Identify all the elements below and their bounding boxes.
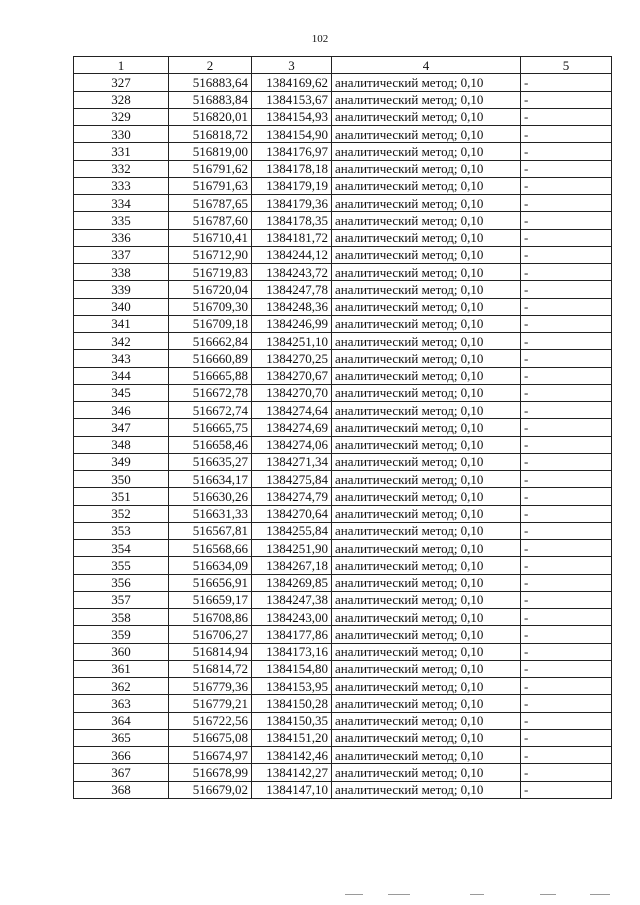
table-row bbox=[74, 350, 612, 367]
point-number-cell: 337 bbox=[74, 246, 169, 263]
method-accuracy-cell: аналитический метод; 0,10 bbox=[332, 91, 521, 108]
point-number-cell: 363 bbox=[74, 695, 169, 712]
y-coordinate-cell: 1384151,20 bbox=[252, 729, 332, 746]
x-coordinate-cell: 516814,94 bbox=[169, 643, 252, 660]
point-number-cell: 355 bbox=[74, 557, 169, 574]
table-row bbox=[74, 281, 612, 298]
x-coordinate-cell: 516660,89 bbox=[169, 350, 252, 367]
y-coordinate-cell: 1384251,10 bbox=[252, 333, 332, 350]
y-coordinate-cell: 1384270,64 bbox=[252, 505, 332, 522]
point-number-cell: 335 bbox=[74, 212, 169, 229]
point-number-cell: 336 bbox=[74, 229, 169, 246]
note-cell: - bbox=[521, 678, 612, 695]
point-number-cell: 347 bbox=[74, 419, 169, 436]
point-number-cell: 360 bbox=[74, 643, 169, 660]
method-accuracy-cell: аналитический метод; 0,10 bbox=[332, 281, 521, 298]
note-cell: - bbox=[521, 747, 612, 764]
table-row bbox=[74, 108, 612, 125]
table-row bbox=[74, 212, 612, 229]
point-number-cell: 348 bbox=[74, 436, 169, 453]
y-coordinate-cell: 1384270,70 bbox=[252, 384, 332, 401]
note-cell: - bbox=[521, 246, 612, 263]
method-accuracy-cell: аналитический метод; 0,10 bbox=[332, 764, 521, 781]
y-coordinate-cell: 1384181,72 bbox=[252, 229, 332, 246]
method-accuracy-cell: аналитический метод; 0,10 bbox=[332, 333, 521, 350]
method-accuracy-cell: аналитический метод; 0,10 bbox=[332, 626, 521, 643]
point-number-cell: 352 bbox=[74, 505, 169, 522]
note-cell: - bbox=[521, 781, 612, 798]
method-accuracy-cell: аналитический метод; 0,10 bbox=[332, 298, 521, 315]
note-cell: - bbox=[521, 505, 612, 522]
point-number-cell: 357 bbox=[74, 591, 169, 608]
y-coordinate-cell: 1384270,67 bbox=[252, 367, 332, 384]
point-number-cell: 327 bbox=[74, 74, 169, 91]
x-coordinate-cell: 516567,81 bbox=[169, 522, 252, 539]
point-number-cell: 353 bbox=[74, 522, 169, 539]
y-coordinate-cell: 1384269,85 bbox=[252, 574, 332, 591]
method-accuracy-cell: аналитический метод; 0,10 bbox=[332, 160, 521, 177]
table-row bbox=[74, 333, 612, 350]
method-accuracy-cell: аналитический метод; 0,10 bbox=[332, 384, 521, 401]
table-row bbox=[74, 315, 612, 332]
y-coordinate-cell: 1384274,79 bbox=[252, 488, 332, 505]
y-coordinate-cell: 1384173,16 bbox=[252, 643, 332, 660]
x-coordinate-cell: 516674,97 bbox=[169, 747, 252, 764]
y-coordinate-cell: 1384147,10 bbox=[252, 781, 332, 798]
y-coordinate-cell: 1384153,95 bbox=[252, 678, 332, 695]
note-cell: - bbox=[521, 333, 612, 350]
method-accuracy-cell: аналитический метод; 0,10 bbox=[332, 126, 521, 143]
table-row bbox=[74, 195, 612, 212]
x-coordinate-cell: 516710,41 bbox=[169, 229, 252, 246]
x-coordinate-cell: 516709,18 bbox=[169, 315, 252, 332]
note-cell: - bbox=[521, 229, 612, 246]
point-number-cell: 338 bbox=[74, 264, 169, 281]
x-coordinate-cell: 516630,26 bbox=[169, 488, 252, 505]
table-row bbox=[74, 126, 612, 143]
y-coordinate-cell: 1384142,27 bbox=[252, 764, 332, 781]
table-row bbox=[74, 522, 612, 539]
note-cell: - bbox=[521, 350, 612, 367]
method-accuracy-cell: аналитический метод; 0,10 bbox=[332, 453, 521, 470]
method-accuracy-cell: аналитический метод; 0,10 bbox=[332, 488, 521, 505]
table-row bbox=[74, 678, 612, 695]
method-accuracy-cell: аналитический метод; 0,10 bbox=[332, 781, 521, 798]
y-coordinate-cell: 1384178,35 bbox=[252, 212, 332, 229]
note-cell: - bbox=[521, 74, 612, 91]
table-row bbox=[74, 74, 612, 91]
table-row bbox=[74, 229, 612, 246]
point-number-cell: 333 bbox=[74, 177, 169, 194]
y-coordinate-cell: 1384247,38 bbox=[252, 591, 332, 608]
point-number-cell: 349 bbox=[74, 453, 169, 470]
coordinates-table bbox=[73, 56, 612, 799]
point-number-cell: 346 bbox=[74, 402, 169, 419]
method-accuracy-cell: аналитический метод; 0,10 bbox=[332, 74, 521, 91]
y-coordinate-cell: 1384244,12 bbox=[252, 246, 332, 263]
table-row bbox=[74, 643, 612, 660]
method-accuracy-cell: аналитический метод; 0,10 bbox=[332, 419, 521, 436]
method-accuracy-cell: аналитический метод; 0,10 bbox=[332, 402, 521, 419]
note-cell: - bbox=[521, 764, 612, 781]
table-row bbox=[74, 436, 612, 453]
note-cell: - bbox=[521, 712, 612, 729]
note-cell: - bbox=[521, 402, 612, 419]
y-coordinate-cell: 1384179,19 bbox=[252, 177, 332, 194]
point-number-cell: 330 bbox=[74, 126, 169, 143]
table-row bbox=[74, 488, 612, 505]
method-accuracy-cell: аналитический метод; 0,10 bbox=[332, 505, 521, 522]
point-number-cell: 342 bbox=[74, 333, 169, 350]
header-col-2: 2 bbox=[169, 57, 252, 74]
method-accuracy-cell: аналитический метод; 0,10 bbox=[332, 195, 521, 212]
table-row bbox=[74, 729, 612, 746]
x-coordinate-cell: 516787,65 bbox=[169, 195, 252, 212]
note-cell: - bbox=[521, 471, 612, 488]
note-cell: - bbox=[521, 453, 612, 470]
note-cell: - bbox=[521, 195, 612, 212]
scan-footer-marks bbox=[0, 891, 640, 899]
table-row bbox=[74, 143, 612, 160]
x-coordinate-cell: 516659,17 bbox=[169, 591, 252, 608]
y-coordinate-cell: 1384154,93 bbox=[252, 108, 332, 125]
note-cell: - bbox=[521, 126, 612, 143]
method-accuracy-cell: аналитический метод; 0,10 bbox=[332, 522, 521, 539]
scan-mark bbox=[345, 894, 363, 895]
point-number-cell: 362 bbox=[74, 678, 169, 695]
note-cell: - bbox=[521, 212, 612, 229]
y-coordinate-cell: 1384150,28 bbox=[252, 695, 332, 712]
note-cell: - bbox=[521, 367, 612, 384]
header-col-1: 1 bbox=[74, 57, 169, 74]
table-row bbox=[74, 264, 612, 281]
x-coordinate-cell: 516634,17 bbox=[169, 471, 252, 488]
header-col-3: 3 bbox=[252, 57, 332, 74]
x-coordinate-cell: 516678,99 bbox=[169, 764, 252, 781]
x-coordinate-cell: 516814,72 bbox=[169, 660, 252, 677]
x-coordinate-cell: 516883,84 bbox=[169, 91, 252, 108]
x-coordinate-cell: 516720,04 bbox=[169, 281, 252, 298]
page-number: 102 bbox=[311, 33, 329, 45]
note-cell: - bbox=[521, 436, 612, 453]
y-coordinate-cell: 1384150,35 bbox=[252, 712, 332, 729]
note-cell: - bbox=[521, 643, 612, 660]
y-coordinate-cell: 1384246,99 bbox=[252, 315, 332, 332]
point-number-cell: 359 bbox=[74, 626, 169, 643]
table-row bbox=[74, 764, 612, 781]
point-number-cell: 331 bbox=[74, 143, 169, 160]
point-number-cell: 329 bbox=[74, 108, 169, 125]
method-accuracy-cell: аналитический метод; 0,10 bbox=[332, 678, 521, 695]
y-coordinate-cell: 1384270,25 bbox=[252, 350, 332, 367]
point-number-cell: 361 bbox=[74, 660, 169, 677]
x-coordinate-cell: 516722,56 bbox=[169, 712, 252, 729]
method-accuracy-cell: аналитический метод; 0,10 bbox=[332, 591, 521, 608]
x-coordinate-cell: 516709,30 bbox=[169, 298, 252, 315]
scan-mark bbox=[470, 894, 484, 895]
note-cell: - bbox=[521, 177, 612, 194]
y-coordinate-cell: 1384275,84 bbox=[252, 471, 332, 488]
x-coordinate-cell: 516708,86 bbox=[169, 609, 252, 626]
table-body bbox=[74, 74, 612, 799]
header-col-5: 5 bbox=[521, 57, 612, 74]
y-coordinate-cell: 1384142,46 bbox=[252, 747, 332, 764]
method-accuracy-cell: аналитический метод; 0,10 bbox=[332, 143, 521, 160]
point-number-cell: 341 bbox=[74, 315, 169, 332]
method-accuracy-cell: аналитический метод; 0,10 bbox=[332, 540, 521, 557]
table-row bbox=[74, 574, 612, 591]
method-accuracy-cell: аналитический метод; 0,10 bbox=[332, 747, 521, 764]
method-accuracy-cell: аналитический метод; 0,10 bbox=[332, 609, 521, 626]
x-coordinate-cell: 516672,74 bbox=[169, 402, 252, 419]
x-coordinate-cell: 516819,00 bbox=[169, 143, 252, 160]
y-coordinate-cell: 1384153,67 bbox=[252, 91, 332, 108]
note-cell: - bbox=[521, 264, 612, 281]
y-coordinate-cell: 1384179,36 bbox=[252, 195, 332, 212]
y-coordinate-cell: 1384177,86 bbox=[252, 626, 332, 643]
table-row bbox=[74, 747, 612, 764]
note-cell: - bbox=[521, 281, 612, 298]
scan-mark bbox=[590, 894, 610, 895]
note-cell: - bbox=[521, 419, 612, 436]
y-coordinate-cell: 1384274,69 bbox=[252, 419, 332, 436]
point-number-cell: 358 bbox=[74, 609, 169, 626]
point-number-cell: 364 bbox=[74, 712, 169, 729]
note-cell: - bbox=[521, 108, 612, 125]
y-coordinate-cell: 1384251,90 bbox=[252, 540, 332, 557]
method-accuracy-cell: аналитический метод; 0,10 bbox=[332, 108, 521, 125]
table-row bbox=[74, 609, 612, 626]
note-cell: - bbox=[521, 522, 612, 539]
table-row bbox=[74, 402, 612, 419]
y-coordinate-cell: 1384274,06 bbox=[252, 436, 332, 453]
note-cell: - bbox=[521, 488, 612, 505]
scan-mark bbox=[388, 894, 410, 895]
table-row bbox=[74, 695, 612, 712]
x-coordinate-cell: 516791,63 bbox=[169, 177, 252, 194]
table-row bbox=[74, 160, 612, 177]
point-number-cell: 332 bbox=[74, 160, 169, 177]
y-coordinate-cell: 1384255,84 bbox=[252, 522, 332, 539]
note-cell: - bbox=[521, 384, 612, 401]
table-row bbox=[74, 471, 612, 488]
x-coordinate-cell: 516779,36 bbox=[169, 678, 252, 695]
table-row bbox=[74, 419, 612, 436]
note-cell: - bbox=[521, 729, 612, 746]
note-cell: - bbox=[521, 591, 612, 608]
method-accuracy-cell: аналитический метод; 0,10 bbox=[332, 557, 521, 574]
method-accuracy-cell: аналитический метод; 0,10 bbox=[332, 712, 521, 729]
scan-mark bbox=[540, 894, 556, 895]
y-coordinate-cell: 1384176,97 bbox=[252, 143, 332, 160]
method-accuracy-cell: аналитический метод; 0,10 bbox=[332, 264, 521, 281]
point-number-cell: 340 bbox=[74, 298, 169, 315]
x-coordinate-cell: 516658,46 bbox=[169, 436, 252, 453]
note-cell: - bbox=[521, 626, 612, 643]
x-coordinate-cell: 516672,78 bbox=[169, 384, 252, 401]
point-number-cell: 343 bbox=[74, 350, 169, 367]
point-number-cell: 328 bbox=[74, 91, 169, 108]
x-coordinate-cell: 516662,84 bbox=[169, 333, 252, 350]
table-row bbox=[74, 591, 612, 608]
point-number-cell: 356 bbox=[74, 574, 169, 591]
table-header-row bbox=[74, 57, 612, 74]
x-coordinate-cell: 516719,83 bbox=[169, 264, 252, 281]
method-accuracy-cell: аналитический метод; 0,10 bbox=[332, 367, 521, 384]
x-coordinate-cell: 516779,21 bbox=[169, 695, 252, 712]
table-row bbox=[74, 781, 612, 798]
table-row bbox=[74, 557, 612, 574]
method-accuracy-cell: аналитический метод; 0,10 bbox=[332, 643, 521, 660]
note-cell: - bbox=[521, 609, 612, 626]
y-coordinate-cell: 1384243,72 bbox=[252, 264, 332, 281]
x-coordinate-cell: 516665,75 bbox=[169, 419, 252, 436]
table-row bbox=[74, 453, 612, 470]
method-accuracy-cell: аналитический метод; 0,10 bbox=[332, 660, 521, 677]
point-number-cell: 334 bbox=[74, 195, 169, 212]
method-accuracy-cell: аналитический метод; 0,10 bbox=[332, 212, 521, 229]
table-row bbox=[74, 298, 612, 315]
y-coordinate-cell: 1384271,34 bbox=[252, 453, 332, 470]
method-accuracy-cell: аналитический метод; 0,10 bbox=[332, 246, 521, 263]
y-coordinate-cell: 1384267,18 bbox=[252, 557, 332, 574]
x-coordinate-cell: 516631,33 bbox=[169, 505, 252, 522]
point-number-cell: 344 bbox=[74, 367, 169, 384]
method-accuracy-cell: аналитический метод; 0,10 bbox=[332, 695, 521, 712]
note-cell: - bbox=[521, 315, 612, 332]
point-number-cell: 339 bbox=[74, 281, 169, 298]
x-coordinate-cell: 516679,02 bbox=[169, 781, 252, 798]
x-coordinate-cell: 516665,88 bbox=[169, 367, 252, 384]
note-cell: - bbox=[521, 160, 612, 177]
point-number-cell: 345 bbox=[74, 384, 169, 401]
point-number-cell: 350 bbox=[74, 471, 169, 488]
x-coordinate-cell: 516635,27 bbox=[169, 453, 252, 470]
method-accuracy-cell: аналитический метод; 0,10 bbox=[332, 177, 521, 194]
note-cell: - bbox=[521, 91, 612, 108]
y-coordinate-cell: 1384247,78 bbox=[252, 281, 332, 298]
method-accuracy-cell: аналитический метод; 0,10 bbox=[332, 471, 521, 488]
x-coordinate-cell: 516791,62 bbox=[169, 160, 252, 177]
table-row bbox=[74, 626, 612, 643]
note-cell: - bbox=[521, 298, 612, 315]
y-coordinate-cell: 1384154,80 bbox=[252, 660, 332, 677]
point-number-cell: 366 bbox=[74, 747, 169, 764]
x-coordinate-cell: 516820,01 bbox=[169, 108, 252, 125]
table-row bbox=[74, 712, 612, 729]
point-number-cell: 368 bbox=[74, 781, 169, 798]
y-coordinate-cell: 1384154,90 bbox=[252, 126, 332, 143]
y-coordinate-cell: 1384274,64 bbox=[252, 402, 332, 419]
header-col-4: 4 bbox=[332, 57, 521, 74]
table-row bbox=[74, 367, 612, 384]
point-number-cell: 351 bbox=[74, 488, 169, 505]
method-accuracy-cell: аналитический метод; 0,10 bbox=[332, 350, 521, 367]
x-coordinate-cell: 516706,27 bbox=[169, 626, 252, 643]
y-coordinate-cell: 1384169,62 bbox=[252, 74, 332, 91]
table-row bbox=[74, 91, 612, 108]
note-cell: - bbox=[521, 557, 612, 574]
note-cell: - bbox=[521, 574, 612, 591]
method-accuracy-cell: аналитический метод; 0,10 bbox=[332, 315, 521, 332]
table-row bbox=[74, 246, 612, 263]
method-accuracy-cell: аналитический метод; 0,10 bbox=[332, 574, 521, 591]
method-accuracy-cell: аналитический метод; 0,10 bbox=[332, 436, 521, 453]
point-number-cell: 365 bbox=[74, 729, 169, 746]
note-cell: - bbox=[521, 660, 612, 677]
y-coordinate-cell: 1384248,36 bbox=[252, 298, 332, 315]
note-cell: - bbox=[521, 695, 612, 712]
method-accuracy-cell: аналитический метод; 0,10 bbox=[332, 729, 521, 746]
x-coordinate-cell: 516634,09 bbox=[169, 557, 252, 574]
x-coordinate-cell: 516568,66 bbox=[169, 540, 252, 557]
table-row bbox=[74, 384, 612, 401]
x-coordinate-cell: 516883,64 bbox=[169, 74, 252, 91]
x-coordinate-cell: 516787,60 bbox=[169, 212, 252, 229]
point-number-cell: 354 bbox=[74, 540, 169, 557]
table-row bbox=[74, 540, 612, 557]
table-row bbox=[74, 177, 612, 194]
table-row bbox=[74, 660, 612, 677]
method-accuracy-cell: аналитический метод; 0,10 bbox=[332, 229, 521, 246]
y-coordinate-cell: 1384178,18 bbox=[252, 160, 332, 177]
note-cell: - bbox=[521, 143, 612, 160]
note-cell: - bbox=[521, 540, 612, 557]
table-row bbox=[74, 505, 612, 522]
x-coordinate-cell: 516712,90 bbox=[169, 246, 252, 263]
x-coordinate-cell: 516656,91 bbox=[169, 574, 252, 591]
x-coordinate-cell: 516818,72 bbox=[169, 126, 252, 143]
y-coordinate-cell: 1384243,00 bbox=[252, 609, 332, 626]
point-number-cell: 367 bbox=[74, 764, 169, 781]
x-coordinate-cell: 516675,08 bbox=[169, 729, 252, 746]
